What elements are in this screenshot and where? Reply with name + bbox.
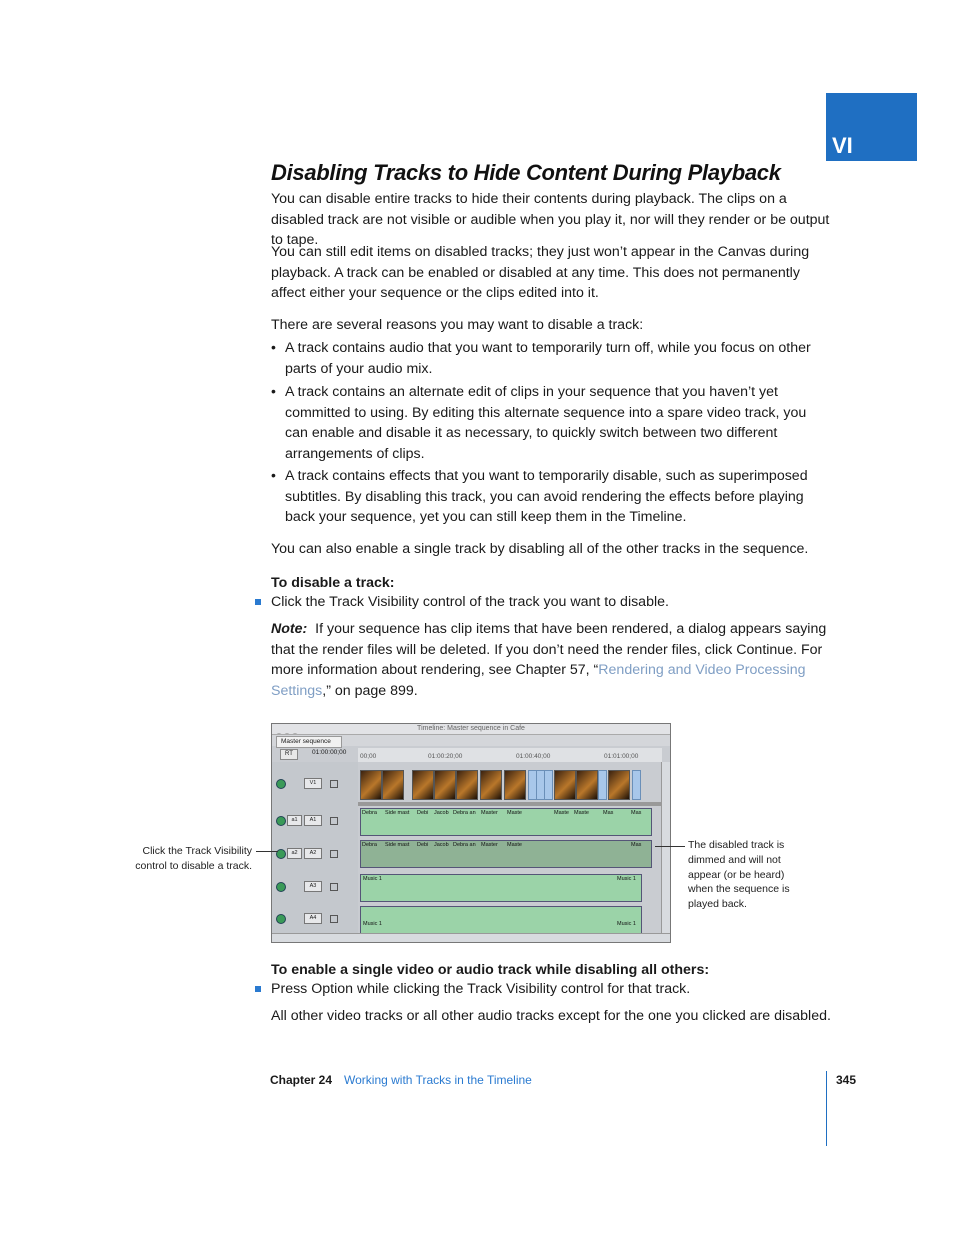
video-clip [360,770,382,800]
paragraph-edit: You can still edit items on disabled tracks; they just won’t appear in the Canvas during playback. A track can be enabled or disabled at any time. This does not permanently affect either your sequence or the clips edited into it. [271,244,810,301]
rendering-link[interactable]: Rendering and Video Processing Settings [271,662,806,699]
clip-label: Master [481,842,498,848]
bullet-marker: • [271,467,276,483]
video-clip [632,770,641,800]
clip-label: Music 1 [617,921,636,927]
lock-icon [330,915,338,923]
footer-chapter-title[interactable]: Working with Tracks in the Timeline [344,1073,532,1087]
video-clip [544,770,553,800]
bullet-marker: • [271,383,276,399]
paragraph-intro: You can disable entire tracks to hide their contents during playback. The clips on a disabled track are not visible or audible when you play it, nor will they render or be output to tape. [271,191,830,248]
paragraph-result: All other video tracks or all other audio tracks except for the one you clicked are disabled. [271,1008,831,1024]
timeline-bottom-bar [272,933,670,942]
video-clip [554,770,576,800]
clip-label: Music 1 [363,921,382,927]
lock-icon [330,817,338,825]
task-step-disable: Click the Track Visibility control of the track you want to disable. [271,594,669,610]
clip-label: Jacob [434,810,449,816]
clip-label: Jacob [434,842,449,848]
section-tab [826,93,917,161]
video-clip [456,770,478,800]
track-visibility-control [276,882,286,892]
clip-label: Maste [574,810,589,816]
rt-menu: RT [280,749,298,760]
track-label-v1: V1 [304,778,322,789]
track-visibility-control [276,779,286,789]
clip-label: Mas [631,810,642,816]
vertical-scrollbar [661,762,670,934]
task-title-disable: To disable a track: [271,575,395,591]
clip-label: Mas [603,810,614,816]
ruler-mark: 01:00:20;00 [428,753,463,760]
timeline-window-title: Timeline: Master sequence in Cafe [272,724,670,735]
ruler-mark: 00;00 [360,753,377,760]
clip-label: Debi [417,842,429,848]
paragraph-single-track: You can also enable a single track by disabling all of the other tracks in the sequence. [271,541,809,557]
caption-leader-left [256,851,278,852]
track-label-a2: A2 [304,848,322,859]
clip-label: Maste [554,810,569,816]
clip-label: Debra [362,842,377,848]
clip-label: Maste [507,842,522,848]
footer-chapter: Chapter 24 [270,1073,333,1087]
section-tab-label: VI [832,133,853,158]
video-clip [434,770,456,800]
clip-label: Mas [631,842,642,848]
bullet-item: A track contains effects that you want to temporarily disable, such as superimposed subtitles. By disabling this track, you can avoid rendering the effects before playing back your sequence, yet you can still keep them in the Timeline. [285,468,808,525]
task-step-enable: Press Option while clicking the Track Visibility control for that track. [271,981,691,997]
clip-label: Debra [362,810,377,816]
video-clip [576,770,598,800]
audio-clip-a4 [360,906,642,934]
clip-label: Debra an [453,810,476,816]
video-clip [504,770,526,800]
note-paragraph [271,619,827,701]
lock-icon [330,883,338,891]
note-text-end: ,” on page 899. [322,682,418,699]
track-label-a1: A1 [304,815,322,826]
clip-label: Side mast [385,810,410,816]
bullet-item: A track contains audio that you want to temporarily turn off, while you focus on other parts of your audio mix. [285,340,811,377]
caption-leader-right [655,846,685,847]
time-ruler [358,748,662,762]
timeline-figure [271,723,671,943]
clip-label: Debra an [453,842,476,848]
step-bullet-icon [255,986,261,992]
track-headers [272,762,358,934]
audio-clip-a3 [360,874,642,902]
note-text: If your sequence has clip items that have been rendered, a dialog appears saying that the render files will be deleted. If you don’t need the render files, click Continue. For more information about rendering, see Chapter 57, “ [271,621,827,678]
track-area [358,762,662,934]
clip-label: Side mast [385,842,410,848]
video-clip [598,770,607,800]
ruler-mark: 01:00:40;00 [516,753,551,760]
caption-left: Click the Track Visibility control to disable a track. [135,845,252,872]
audio-clip-a2-disabled [360,840,652,868]
sequence-tab: Master sequence [276,736,342,748]
ruler-mark: 01:01:00;00 [604,753,639,760]
clip-label: Maste [507,810,522,816]
video-audio-divider [358,802,662,806]
audio-clip-a1 [360,808,652,836]
timecode-field: 01:00:00;00 [312,749,347,756]
clip-label: Master [481,810,498,816]
video-clip [382,770,404,800]
footer-divider [826,1071,827,1146]
track-visibility-control [276,914,286,924]
track-label-a3: A3 [304,881,322,892]
paragraph-reasons: There are several reasons you may want to disable a track: [271,317,644,333]
clip-label: Debi [417,810,429,816]
patch-a2: a2 [287,848,302,859]
section-heading: Disabling Tracks to Hide Content During Playback [271,160,781,185]
bullet-marker: • [271,339,276,355]
task-title-enable: To enable a single video or audio track while disabling all others: [271,962,710,978]
clip-label: Music 1 [617,876,636,882]
patch-a1: a1 [287,815,302,826]
step-bullet-icon [255,599,261,605]
video-clip [608,770,630,800]
video-clip [480,770,502,800]
video-track [358,766,662,796]
timeline-tab-row [272,735,670,746]
lock-icon [330,850,338,858]
clip-label: Music 1 [363,876,382,882]
lock-icon [330,780,338,788]
bullet-item: A track contains an alternate edit of clips in your sequence that you haven’t yet committed to using. By editing this alternate sequence into a spare video track, you can enable and disable it as necessary, to quickly switch between two different arrangements of clips. [285,384,807,462]
track-visibility-control [276,816,286,826]
track-label-a4: A4 [304,913,322,924]
video-clip [412,770,434,800]
caption-right: The disabled track is dimmed and will not appear (or be heard) when the sequence is played back. [688,839,790,911]
page-number: 345 [836,1073,857,1087]
note-label: Note: [271,621,308,637]
